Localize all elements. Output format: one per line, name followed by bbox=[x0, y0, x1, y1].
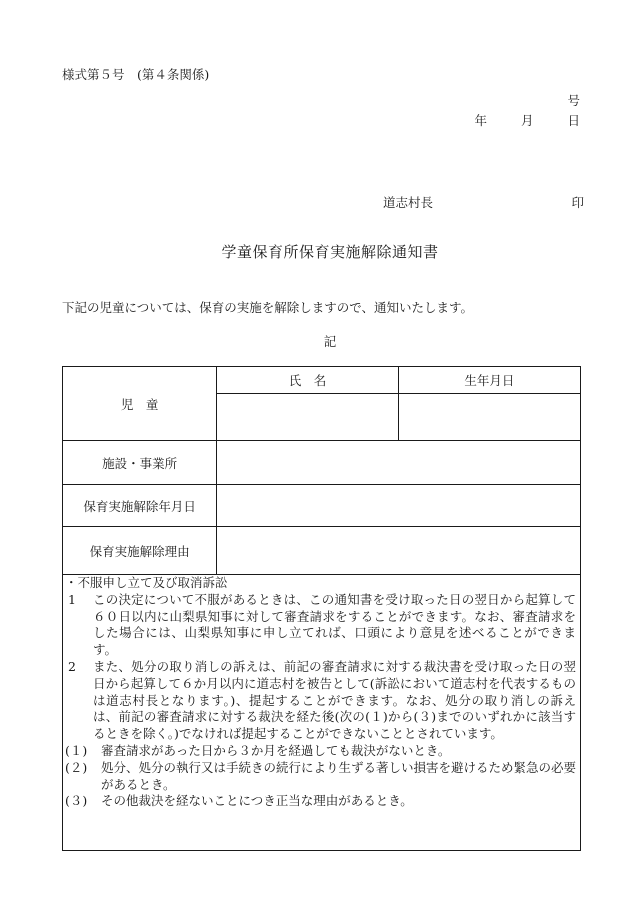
appeal-item-text: この決定について不服があるときは、この通知書を受け取った日の翌日から起算して６０日以内に山梨県知事に対して審査請求をすることができます。なお、審査請求をした場合には、山梨県知事に申し立てれば、口頭により意見を述べることができます。 bbox=[93, 591, 576, 658]
appeal-item bbox=[65, 659, 576, 743]
child-birthdate-field[interactable] bbox=[398, 394, 580, 441]
release-date-field[interactable] bbox=[217, 485, 581, 527]
form-number: 様式第５号 (第４条関係) bbox=[62, 67, 210, 82]
seal-mark: 印 bbox=[571, 195, 584, 210]
appeal-item bbox=[65, 592, 576, 659]
birthdate-header: 生年月日 bbox=[398, 367, 580, 394]
child-name-field[interactable] bbox=[217, 394, 398, 441]
document-number-label: 号 bbox=[567, 93, 580, 108]
appeal-subitem-number: (３) bbox=[65, 793, 88, 809]
appeal-subitem-number: (１) bbox=[65, 742, 88, 758]
appeal-item-number: 1 bbox=[68, 591, 76, 607]
appeal-subitem-text: その他裁決を経ないことにつき正当な理由があるとき。 bbox=[101, 793, 413, 809]
date-day-label: 日 bbox=[567, 113, 580, 128]
appeal-notice-heading: ・不服申し立て及び取消訴訟 bbox=[65, 575, 228, 590]
facility-field[interactable] bbox=[217, 441, 581, 485]
appeal-item-number: 2 bbox=[68, 658, 76, 674]
appeal-subitem bbox=[65, 743, 576, 760]
facility-label: 施設・事業所 bbox=[63, 441, 217, 485]
issuer-name: 道志村長 bbox=[383, 195, 434, 210]
document-title: 学童保育所保育実施解除通知書 bbox=[221, 243, 439, 261]
appeal-notice-box bbox=[62, 575, 581, 851]
release-reason-label: 保育実施解除理由 bbox=[63, 527, 217, 575]
intro-text: 下記の児童については、保育の実施を解除しますので、通知いたします。 bbox=[62, 300, 474, 315]
appeal-subitem bbox=[65, 793, 576, 810]
release-reason-field[interactable] bbox=[217, 527, 581, 575]
appeal-subitem-text: 処分、処分の執行又は手続きの続行により生ずる著しい損害を避けるため緊急の必要があるとき。 bbox=[101, 759, 577, 792]
release-date-label: 保育実施解除年月日 bbox=[63, 485, 217, 527]
date-month-label: 月 bbox=[520, 113, 534, 128]
appeal-subitem-text: 審査請求があった日から３か月を経過しても裁決がないとき。 bbox=[101, 742, 451, 758]
appeal-subitem-number: (２) bbox=[65, 759, 88, 775]
notice-form-table bbox=[62, 366, 581, 575]
ki-marker: 記 bbox=[323, 334, 337, 349]
date-line bbox=[474, 111, 580, 129]
date-year-label: 年 bbox=[474, 113, 487, 128]
appeal-subitem bbox=[65, 760, 576, 794]
name-header: 氏 名 bbox=[217, 367, 398, 394]
child-label: 児 童 bbox=[63, 367, 217, 441]
appeal-item-text: また、処分の取り消しの訴えは、前記の審査請求に対する裁決書を受け取った日の翌日から起算して６か月以内に道志村を被告として(訴訟において道志村を代表するものは道志村長となります。)、提起することができます。なお、処分の取り消しの訴えは、前記の審査請求に対する裁決を経た後(次の(１)から(３)までのいずれかに該当するときを除く。)でなければ提起することができないこととされています。 bbox=[93, 658, 576, 742]
